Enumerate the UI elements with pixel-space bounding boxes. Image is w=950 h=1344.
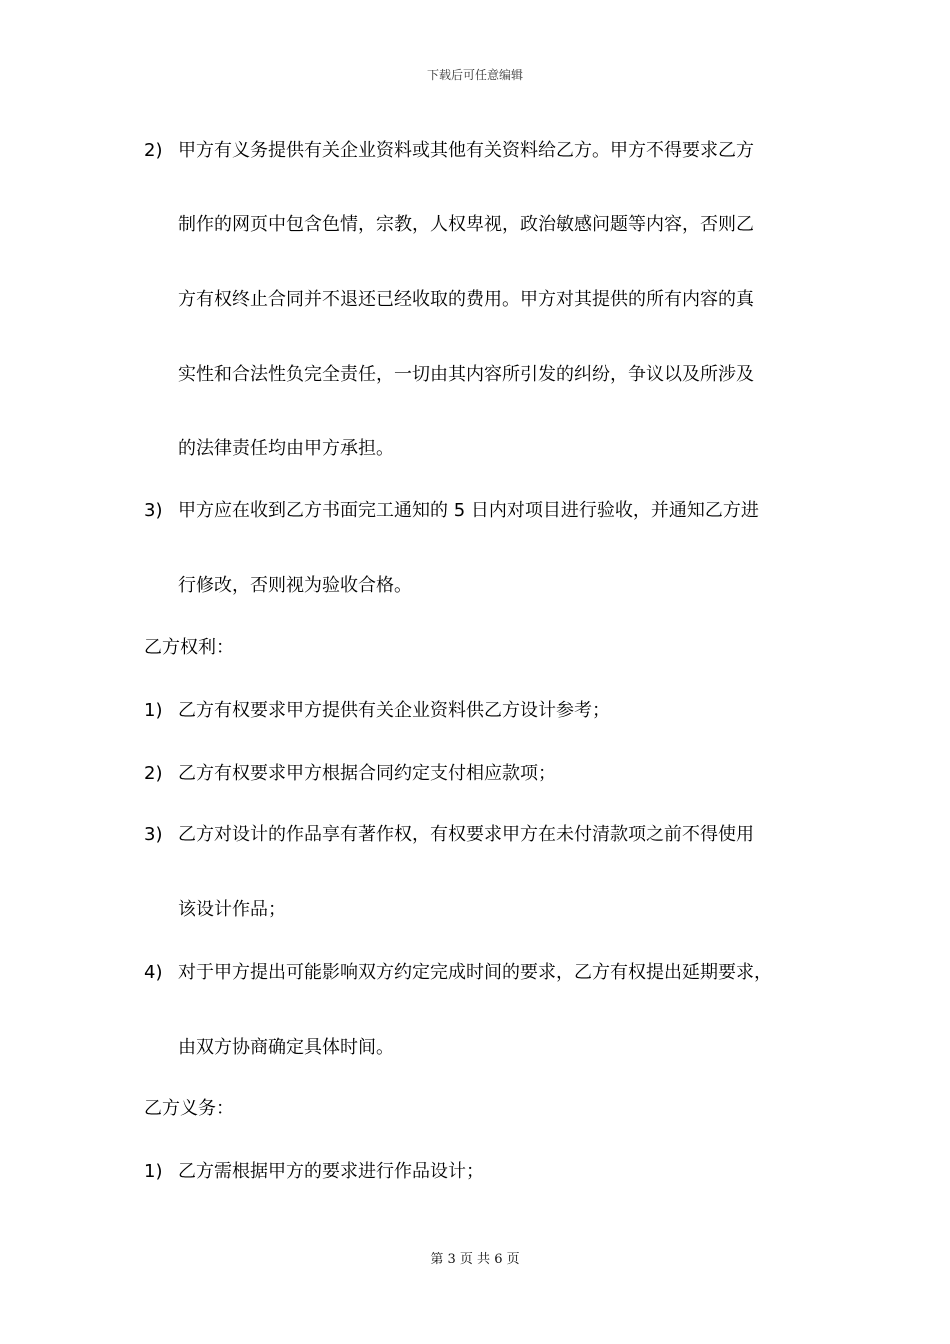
list-number: 2) — [144, 140, 163, 161]
paragraph-line: 实性和合法性负完全责任，一切由其内容所引发的纠纷，争议以及所涉及 — [178, 364, 754, 385]
page-footer: 第 3 页 共 6 页 — [430, 1252, 520, 1267]
list-item: 乙方有权要求甲方根据合同约定支付相应款项； — [178, 763, 556, 784]
paragraph-line: 方有权终止合同并不退还已经收取的费用。甲方对其提供的所有内容的真 — [178, 289, 754, 310]
list-number: 3) — [144, 824, 163, 845]
list-number: 1) — [144, 700, 163, 721]
paragraph-line: 行修改，否则视为验收合格。 — [178, 575, 412, 596]
list-item: 乙方对设计的作品享有著作权，有权要求甲方在未付清款项之前不得使用 — [178, 824, 754, 845]
paragraph-line: 甲方有义务提供有关企业资料或其他有关资料给乙方。甲方不得要求乙方 — [178, 140, 754, 161]
list-item: 乙方需根据甲方的要求进行作品设计； — [178, 1161, 484, 1182]
list-item: 对于甲方提出可能影响双方约定完成时间的要求，乙方有权提出延期要求， — [178, 962, 772, 983]
paragraph-line: 制作的网页中包含色情，宗教，人权卑视，政治敏感问题等内容，否则乙 — [178, 214, 754, 235]
list-item: 乙方有权要求甲方提供有关企业资料供乙方设计参考； — [178, 700, 610, 721]
list-number: 3) — [144, 500, 163, 521]
page-header: 下载后可任意编辑 — [426, 68, 523, 82]
section-heading-rights: 乙方权利： — [144, 637, 234, 658]
list-number: 1) — [144, 1161, 163, 1182]
list-item: 该设计作品； — [178, 899, 286, 920]
section-heading-duties: 乙方义务： — [144, 1098, 234, 1119]
list-number: 2) — [144, 763, 163, 784]
list-number: 4) — [144, 962, 163, 983]
list-item: 由双方协商确定具体时间。 — [178, 1037, 394, 1058]
paragraph-line: 的法律责任均由甲方承担。 — [178, 438, 394, 459]
paragraph-line: 甲方应在收到乙方书面完工通知的 5 日内对项目进行验收，并通知乙方进 — [178, 500, 759, 521]
